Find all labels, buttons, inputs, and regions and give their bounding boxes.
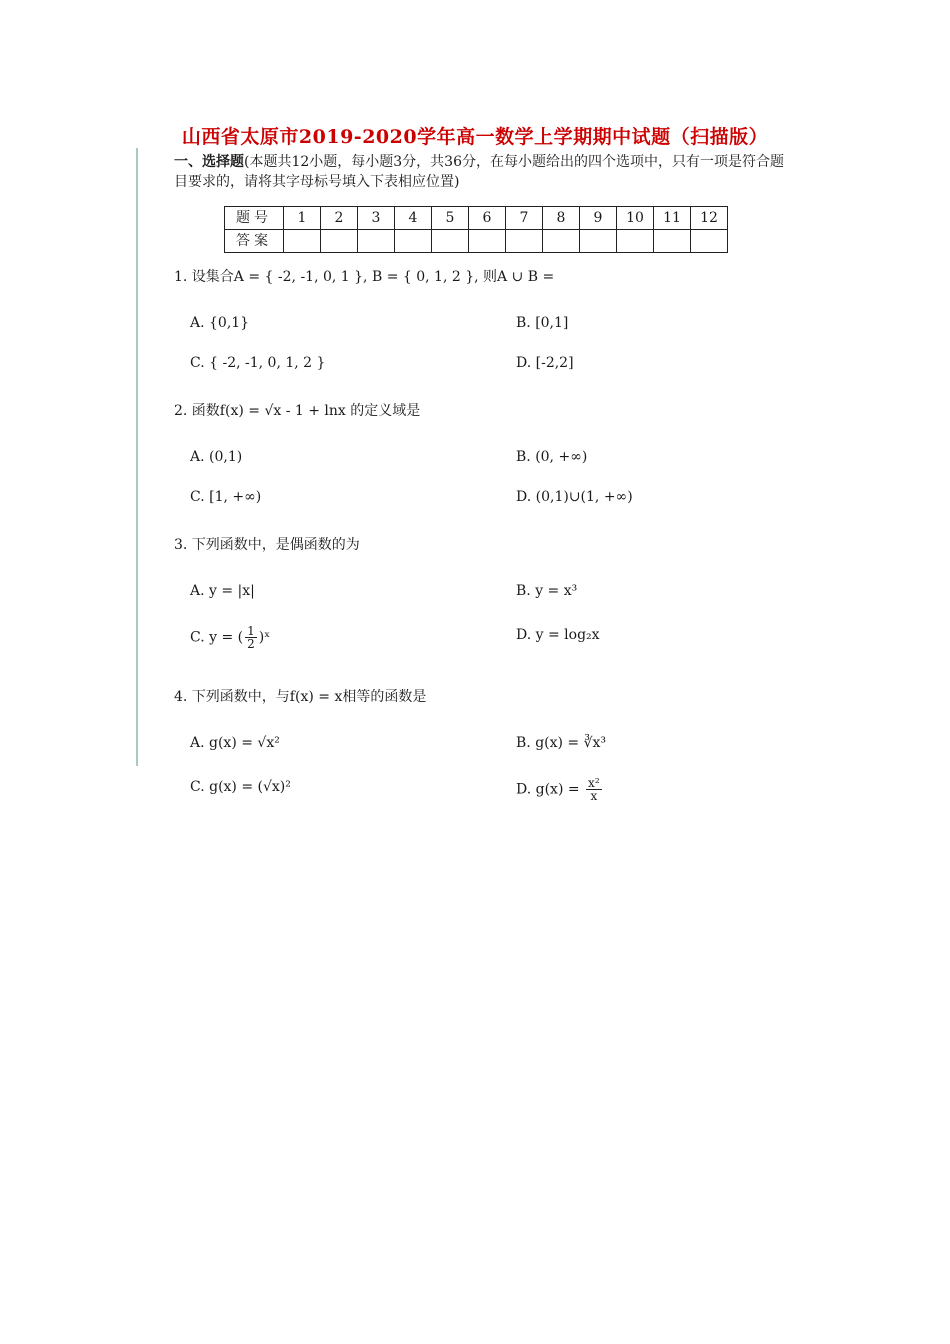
option-c-suffix: )ˣ bbox=[258, 629, 271, 646]
option-b: B. g(x) = ∛x³ bbox=[516, 735, 607, 751]
answer-table-answer-row bbox=[225, 230, 728, 253]
answer-table-number: 7 bbox=[506, 207, 543, 230]
fraction bbox=[586, 777, 602, 802]
option-a: A. y = |x| bbox=[190, 583, 255, 599]
option-c-prefix: C. y = ( bbox=[190, 629, 244, 646]
answer-cell[interactable] bbox=[506, 230, 543, 253]
answer-cell[interactable] bbox=[284, 230, 321, 253]
option-d: D. y = log₂x bbox=[516, 627, 600, 643]
question-3 bbox=[174, 535, 786, 673]
question-2 bbox=[174, 401, 786, 521]
answer-cell[interactable] bbox=[580, 230, 617, 253]
answer-table-header-number: 题号 bbox=[225, 207, 284, 230]
answer-table-number-row bbox=[225, 207, 728, 230]
answer-cell[interactable] bbox=[691, 230, 728, 253]
option-d-prefix: D. g(x) = bbox=[516, 781, 585, 798]
option-d: D. [-2,2] bbox=[516, 355, 574, 371]
fraction-denominator: x bbox=[590, 789, 598, 803]
answer-table-number: 6 bbox=[469, 207, 506, 230]
answer-table-number: 2 bbox=[321, 207, 358, 230]
option-a: A. {0,1} bbox=[190, 315, 250, 331]
answer-cell[interactable] bbox=[469, 230, 506, 253]
answer-cell[interactable] bbox=[432, 230, 469, 253]
scanned-exam-page bbox=[136, 148, 796, 803]
answer-table-number: 11 bbox=[654, 207, 691, 230]
option-c: C. [1, +∞) bbox=[190, 489, 262, 505]
answer-cell[interactable] bbox=[358, 230, 395, 253]
option-c bbox=[190, 625, 270, 650]
answer-cell[interactable] bbox=[654, 230, 691, 253]
answer-table-number: 1 bbox=[284, 207, 321, 230]
question-1 bbox=[174, 267, 786, 387]
answer-cell[interactable] bbox=[543, 230, 580, 253]
fraction-numerator: x² bbox=[588, 776, 600, 790]
answer-table-number: 10 bbox=[617, 207, 654, 230]
option-d: D. (0,1)∪(1, +∞) bbox=[516, 489, 633, 505]
page-title: 山西省太原市2019-2020学年高一数学上学期期中试题（扫描版） bbox=[181, 126, 769, 148]
question-4 bbox=[174, 687, 786, 825]
answer-table bbox=[224, 206, 728, 253]
section-intro bbox=[174, 152, 786, 192]
answer-table-number: 5 bbox=[432, 207, 469, 230]
option-b: B. [0,1] bbox=[516, 315, 569, 331]
fraction bbox=[245, 625, 257, 650]
question-stem: 1. 设集合A = { -2, -1, 0, 1 }, B = { 0, 1, 2 }, 则A ∪ B = bbox=[174, 269, 555, 285]
option-d bbox=[516, 777, 604, 802]
option-a: A. (0,1) bbox=[190, 449, 243, 465]
answer-cell[interactable] bbox=[395, 230, 432, 253]
option-c: C. g(x) = (√x)² bbox=[190, 779, 291, 795]
option-a: A. g(x) = √x² bbox=[190, 735, 280, 751]
section-heading: 一、选择题 bbox=[174, 154, 244, 170]
option-b: B. (0, +∞) bbox=[516, 449, 588, 465]
answer-table-number: 9 bbox=[580, 207, 617, 230]
answer-cell[interactable] bbox=[321, 230, 358, 253]
question-stem: 3. 下列函数中，是偶函数的为 bbox=[174, 537, 360, 553]
answer-table-number: 8 bbox=[543, 207, 580, 230]
answer-table-number: 3 bbox=[358, 207, 395, 230]
section-instructions: (本题共12小题，每小题3分，共36分，在每小题给出的四个选项中，只有一项是符合题目要求的，请将其字母标号填入下表相应位置) bbox=[174, 154, 784, 190]
fraction-denominator: 2 bbox=[247, 637, 255, 651]
fraction-numerator: 1 bbox=[247, 624, 255, 638]
option-b: B. y = x³ bbox=[516, 583, 578, 599]
question-options bbox=[174, 555, 786, 673]
question-stem: 4. 下列函数中，与f(x) = x相等的函数是 bbox=[174, 689, 427, 705]
exam-content bbox=[174, 148, 786, 825]
option-c: C. { -2, -1, 0, 1, 2 } bbox=[190, 355, 326, 371]
scan-border-line bbox=[136, 148, 138, 766]
question-options bbox=[174, 421, 786, 521]
question-stem: 2. 函数f(x) = √x - 1 + lnx 的定义域是 bbox=[174, 403, 421, 419]
answer-table-number: 12 bbox=[691, 207, 728, 230]
answer-table-header-answer: 答案 bbox=[225, 230, 284, 253]
answer-table-number: 4 bbox=[395, 207, 432, 230]
question-options bbox=[174, 707, 786, 825]
question-options bbox=[174, 287, 786, 387]
answer-cell[interactable] bbox=[617, 230, 654, 253]
